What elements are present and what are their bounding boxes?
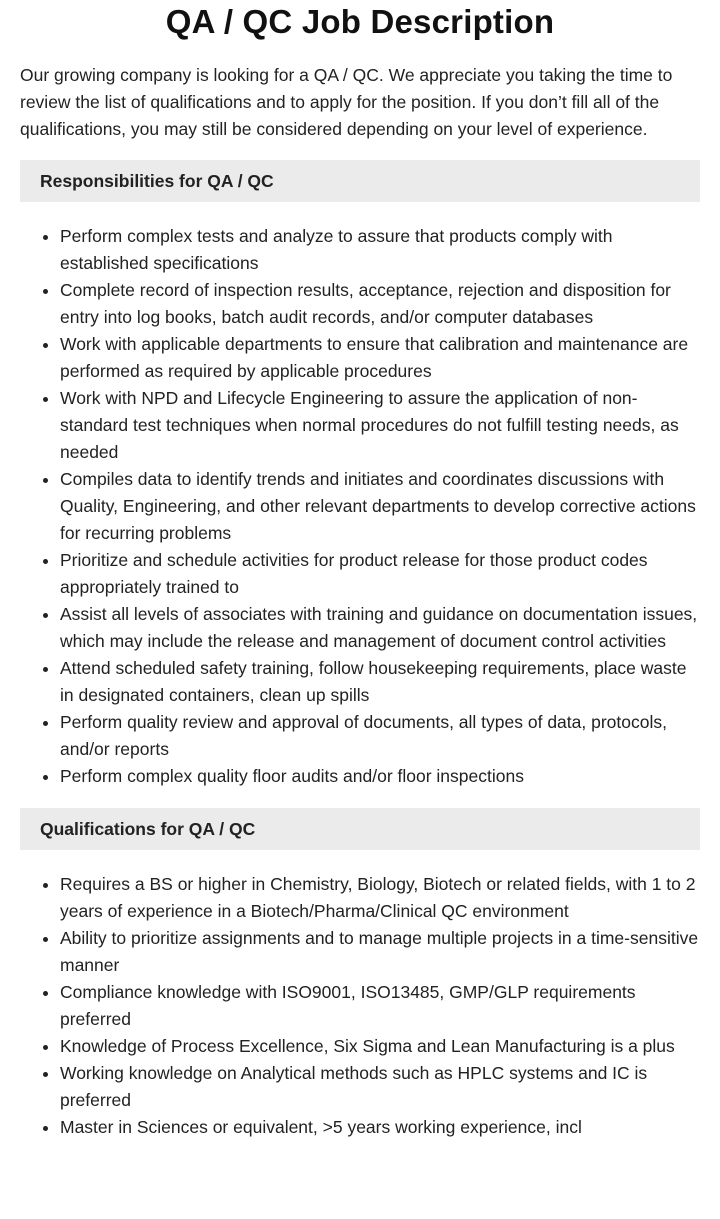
list-item: • Working knowledge on Analytical methods such as HPLC systems and IC is preferred [60,1060,700,1114]
list-item: • Perform complex quality floor audits and/or floor inspections [60,763,700,790]
list-item: • Perform complex tests and analyze to assure that products comply with established specifications [60,223,700,277]
list-item: • Complete record of inspection results, acceptance, rejection and disposition for entry into log books, batch audit records, and/or computer databases [60,277,700,331]
responsibilities-heading: Responsibilities for QA / QC [20,160,700,202]
list-item: • Ability to prioritize assignments and to manage multiple projects in a time-sensitive manner [60,925,700,979]
list-item: • Compliance knowledge with ISO9001, ISO13485, GMP/GLP requirements preferred [60,979,700,1033]
qualifications-heading: Qualifications for QA / QC [20,808,700,850]
list-item: • Work with NPD and Lifecycle Engineering to assure the application of non-standard test techniques when normal procedures do not fulfill testing needs, as needed [60,385,700,466]
qualifications-list [20,871,700,1141]
list-item: • Assist all levels of associates with training and guidance on documentation issues, which may include the release and management of document control activities [60,601,700,655]
list-item: • Compiles data to identify trends and initiates and coordinates discussions with Quality, Engineering, and other relevant departments to develop corrective actions for recurring problems [60,466,700,547]
list-item: • Requires a BS or higher in Chemistry, Biology, Biotech or related fields, with 1 to 2 years of experience in a Biotech/Pharma/Clinical QC environment [60,871,700,925]
list-item: • Work with applicable departments to ensure that calibration and maintenance are performed as required by applicable procedures [60,331,700,385]
intro-paragraph: Our growing company is looking for a QA / QC. We appreciate you taking the time to review the list of qualifications and to apply for the position. If you don’t fill all of the qualifications, you may still be considered depending on your level of experience. [20,65,673,139]
page-title: QA / QC Job Description [165,3,555,40]
list-item: • Prioritize and schedule activities for product release for those product codes appropriately trained to [60,547,700,601]
list-item: • Master in Sciences or equivalent, >5 years working experience, incl [60,1114,700,1141]
list-item: • Perform quality review and approval of documents, all types of data, protocols, and/or reports [60,709,700,763]
list-item: • Attend scheduled safety training, follow housekeeping requirements, place waste in designated containers, clean up spills [60,655,700,709]
responsibilities-list [20,223,700,790]
list-item: • Knowledge of Process Excellence, Six Sigma and Lean Manufacturing is a plus [60,1033,700,1060]
